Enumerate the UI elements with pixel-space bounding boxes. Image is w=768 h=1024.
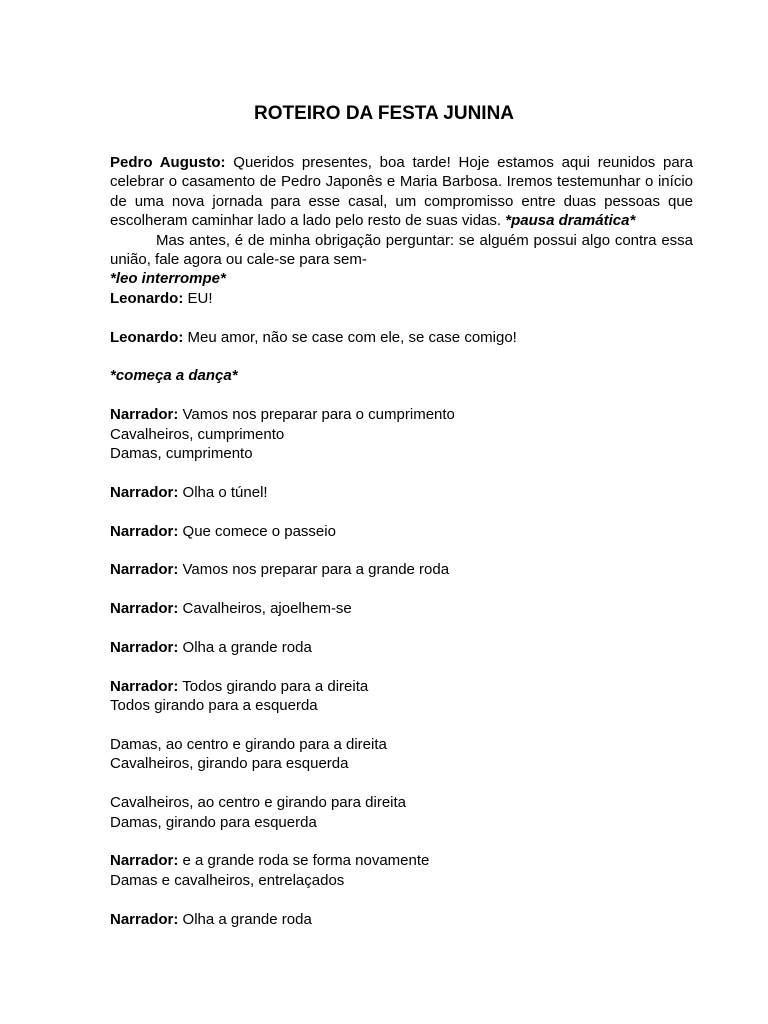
speaker-name: Leonardo: [110,289,184,307]
speaker-name: Narrador: [110,910,179,928]
dialogue-text: Todos girando para a direita [182,677,369,695]
blank-line [110,890,693,909]
blank-line [110,619,693,638]
speaker-name: Narrador: [110,600,179,618]
dialogue-text: Que comece o passeio [182,522,336,540]
blank-line [110,832,693,851]
speaker-name: Narrador: [110,522,179,540]
dialogue-line [110,851,693,870]
speaker-name: Narrador: [110,677,179,695]
intro-continuation: Mas antes, é de minha obrigação perguntar: se alguém possui algo contra essa união, fale agora ou cale-se para sem- [110,231,693,269]
dialogue-text: Queridos presentes, boa tarde! Hoje estamos aqui reunidos para celebrar o casamento de Pedro Japonês e Maria Barbosa. Iremos testemunhar o início de uma nova jornada para esse casal, um compromisso entre duas pessoas que escolheram caminhar lado a lado pelo resto de suas vidas. [110,154,694,230]
blank-line [110,541,693,560]
dialogue-line [110,560,693,579]
blank-line [110,774,693,793]
blank-line [110,463,693,482]
dialogue-text: Vamos nos preparar para a grande roda [182,561,450,579]
dialogue-line: Damas, girando para esquerda [110,813,317,831]
speaker-name: Narrador: [110,561,179,579]
dialogue-line [110,599,693,618]
dialogue-text: Olha a grande roda [182,910,312,928]
blank-line [110,308,693,327]
stage-direction: *pausa dramática* [505,212,636,230]
dialogue-text: Olha o túnel! [182,483,268,501]
dialogue-line: Damas, cumprimento [110,445,253,463]
blank-line [110,580,693,599]
speaker-name: Pedro Augusto: [110,154,226,171]
dialogue-line: Damas e cavalheiros, entrelaçados [110,871,345,889]
dialogue-line: Cavalheiros, cumprimento [110,425,285,443]
blank-line [110,347,693,366]
speaker-name: Narrador: [110,483,179,501]
dialogue-line [110,289,693,308]
dialogue-line [110,677,693,696]
script-body [110,153,693,929]
dialogue-text: Cavalheiros, ajoelhem-se [182,600,352,618]
blank-line [110,716,693,735]
dialogue-text: EU! [187,289,213,307]
dialogue-line [110,910,693,929]
dialogue-text: Meu amor, não se case com ele, se case comigo! [187,328,517,346]
blank-line [110,386,693,405]
dialogue-line [110,328,693,347]
stage-direction: *leo interrompe* [110,270,226,288]
blank-line [110,502,693,521]
dialogue-text: Olha a grande roda [182,639,312,657]
document-title: ROTEIRO DA FESTA JUNINA [253,103,515,124]
dialogue-line: Damas, ao centro e girando para a direita [110,736,387,754]
dialogue-line: Cavalheiros, ao centro e girando para direita [110,794,407,812]
dialogue-line [110,522,693,541]
dialogue-line: Cavalheiros, girando para esquerda [110,755,349,773]
dialogue-text: e a grande roda se forma novamente [182,852,430,870]
dialogue-line: Todos girando para a esquerda [110,697,318,715]
speaker-name: Narrador: [110,852,179,870]
speaker-name: Narrador: [110,639,179,657]
dialogue-text: Vamos nos preparar para o cumprimento [182,406,455,424]
speaker-name: Leonardo: [110,328,184,346]
blank-line [110,657,693,676]
dialogue-line [110,405,693,424]
speaker-name: Narrador: [110,406,179,424]
stage-direction: *começa a dança* [110,367,238,385]
intro-paragraph [110,153,693,231]
dialogue-line [110,638,693,657]
dialogue-line [110,483,693,502]
